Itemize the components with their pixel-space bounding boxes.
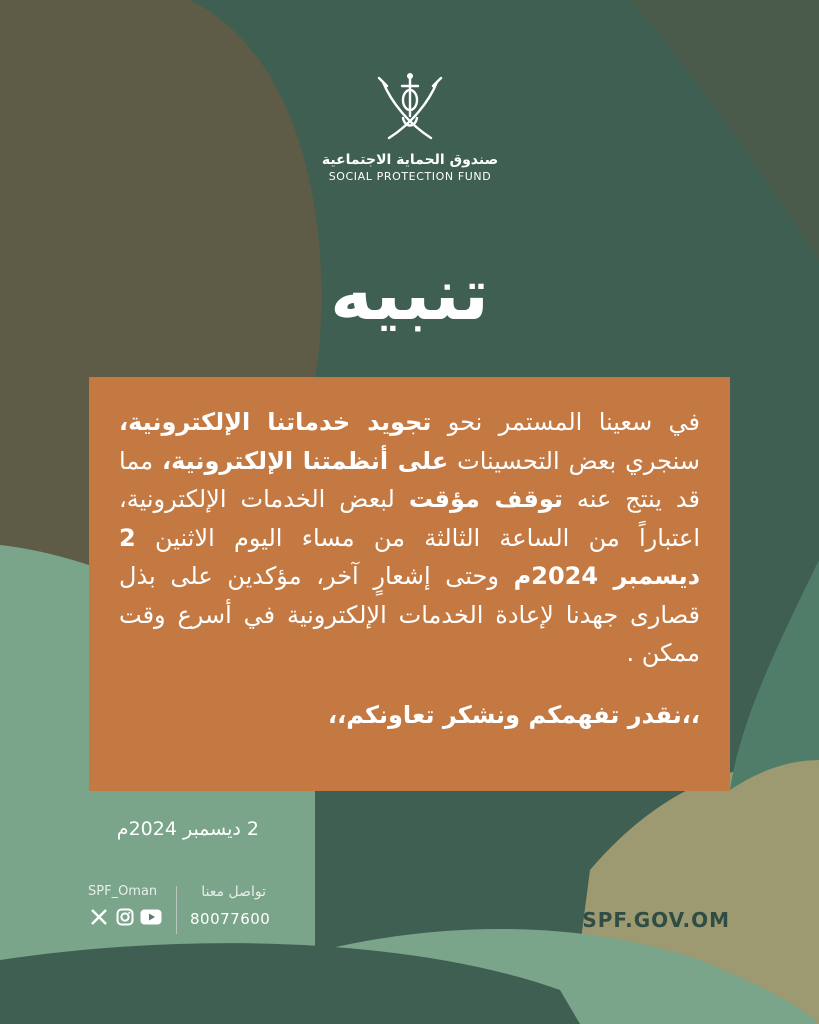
logo-arabic-name: صندوق الحماية الاجتماعية: [321, 152, 499, 168]
social-handle[interactable]: SPF_Oman: [88, 884, 158, 899]
contact-block: [190, 884, 271, 928]
logo-english-name: SOCIAL PROTECTION FUND: [328, 170, 492, 183]
instagram-icon[interactable]: [114, 907, 136, 927]
notice-text: وحتى إشعارٍ آخر، مؤكدين على بذل قصارى جهدنا لإعادة الخدمات الإلكترونية في أسرع وقت ممكن .: [119, 562, 700, 667]
contact-label: تواصل معنا: [201, 884, 266, 900]
notice-body: [119, 403, 700, 673]
khanjar-crossed-swords-icon: [375, 72, 445, 148]
notice-text: مما قد ينتج عنه: [119, 446, 700, 513]
social-icons: [88, 907, 168, 927]
notice-text: سنجري بعض التحسينات: [448, 446, 701, 475]
x-icon[interactable]: [88, 907, 110, 927]
logo: [310, 72, 510, 183]
notice-bold: توقف مؤقت: [408, 485, 563, 513]
post-date: 2 ديسمبر 2024م: [116, 818, 259, 840]
notice-card: [89, 377, 730, 791]
notice-closing: ،،نقدر تفهمكم ونشكر تعاونكم،،: [327, 700, 700, 729]
contact-phone[interactable]: 80077600: [190, 910, 271, 928]
notice-bold: تجويد خدماتنا الإلكترونية،: [119, 408, 432, 436]
youtube-icon[interactable]: [140, 907, 162, 927]
notice-text: لبعض الخدمات الإلكترونية، اعتباراً من الساعة الثالثة من مساء اليوم الاثنين: [119, 485, 700, 552]
notice-bold: 2 ديسمبر 2024م: [119, 523, 701, 590]
notice-text: في سعينا المستمر نحو: [431, 408, 701, 436]
footer-divider: [176, 886, 177, 934]
page-title: تنبيه: [330, 252, 489, 336]
notice-bold: على أنظمتنا الإلكترونية،: [161, 446, 449, 475]
website-link[interactable]: SPF.GOV.OM: [582, 908, 730, 932]
social-block: [88, 884, 168, 927]
